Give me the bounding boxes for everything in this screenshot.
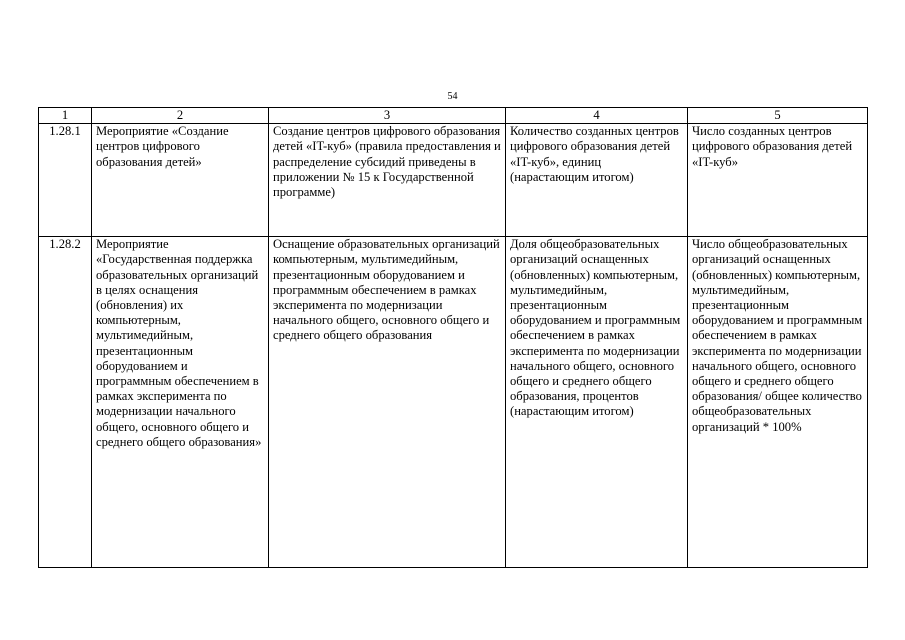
page-number: 54	[447, 91, 458, 102]
event-name-cell: Мероприятие «Государственная поддержка образовательных организаций в целях оснащения (обновления) их компьютерным, мультимедийным, презентационным оборудованием и программным обеспечением в рамках эксперимента по модернизации начального общего, основного общего и среднего общего образования»	[92, 237, 269, 568]
calculation-cell: Число общеобразовательных организаций оснащенных (обновленных) компьютерным, мультимедийным, презентационным оборудованием и программным обеспечением в рамках эксперимента по модернизации начального общего, основного общего и среднего общего образования/ общее количество общеобразовательных организаций * 100%	[688, 237, 868, 568]
indicator-cell: Доля общеобразовательных организаций оснащенных (обновленных) компьютерным, мультимедийным, презентационным оборудованием и программным обеспечением в рамках эксперимента по модернизации начального общего, основного общего и среднего общего образования, процентов (нарастающим итогом)	[506, 237, 688, 568]
column-header-1: 1	[39, 108, 92, 124]
row-number-cell: 1.28.1	[39, 124, 92, 237]
column-header-3: 3	[269, 108, 506, 124]
table-row	[39, 237, 868, 568]
event-description-cell: Создание центров цифрового образования детей «IT-куб» (правила предоставления и распределение субсидий приведены в приложении № 15 к Государственной программе)	[269, 124, 506, 237]
table-row	[39, 124, 868, 237]
column-header-4: 4	[506, 108, 688, 124]
indicator-cell: Количество созданных центров цифрового образования детей «IT-куб», единиц (нарастающим итогом)	[506, 124, 688, 237]
event-description-cell: Оснащение образовательных организаций компьютерным, мультимедийным, презентационным оборудованием и программным обеспечением в рамках эксперимента по модернизации начального общего, основного общего и среднего общего образования	[269, 237, 506, 568]
table-header-row	[39, 108, 868, 124]
measures-table	[38, 107, 868, 568]
event-name-cell: Мероприятие «Создание центров цифрового образования детей»	[92, 124, 269, 237]
row-number-cell: 1.28.2	[39, 237, 92, 568]
column-header-5: 5	[688, 108, 868, 124]
calculation-cell: Число созданных центров цифрового образования детей «IT-куб»	[688, 124, 868, 237]
column-header-2: 2	[92, 108, 269, 124]
